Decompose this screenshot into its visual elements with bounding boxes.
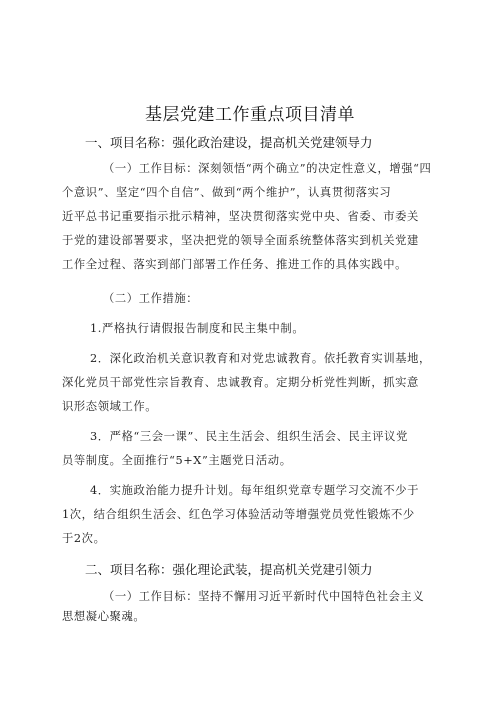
section-2-heading: 二、项目名称：强化理论武装，提高机关党建引领力 xyxy=(85,562,373,577)
paragraph-line: 于党的建设部署要求，坚决把党的领导全面系统整体落实到机关党建 xyxy=(62,234,419,247)
paragraph-line: 个意识”、坚定“四个自信”、做到“两个维护”，认真贯彻落实习 xyxy=(62,186,392,199)
page-title: 基层党建工作重点项目清单 xyxy=(145,105,355,125)
paragraph-line: 4．实施政治能力提升计划。每年组织党章专题学习交流不少于 xyxy=(90,484,420,497)
paragraph-line: （一）工作目标：坚持不懈用习近平新时代中国特色社会主义 xyxy=(103,590,425,603)
paragraph-line: 近平总书记重要指示批示精神，坚决贯彻落实党中央、省委、市委关 xyxy=(62,210,419,223)
paragraph-line: 工作全过程、落实到部门部署工作任务、推进工作的具体实践中。 xyxy=(62,258,408,271)
paragraph-line: 1.严格执行请假报告制度和民主集中制。 xyxy=(90,322,305,335)
paragraph-line: 3．严格“三会一课”、民主生活会、组织生活会、民主评议党 xyxy=(90,430,408,443)
paragraph-line: 1次，结合组织生活会、红色学习体验活动等增强党员党性锻炼不少 xyxy=(62,508,415,521)
paragraph-line: 于2次。 xyxy=(62,532,106,545)
paragraph-line: 2．深化政治机关意识教育和对党忠诚教育。依托教育实训基地， xyxy=(90,352,431,365)
measures-heading: （二）工作措施： xyxy=(103,292,199,305)
section-1-heading: 一、项目名称：强化政治建设，提高机关党建领导力 xyxy=(85,135,373,150)
paragraph-line: 深化党员干部党性宗旨教育、忠诚教育。定期分析党性判断，抓实意 xyxy=(62,376,419,389)
paragraph-line: 员等制度。全面推行“5+X”主题党日活动。 xyxy=(62,454,292,467)
paragraph-line: （一）工作目标：深刻领悟“两个确立”的决定性意义，增强“四 xyxy=(103,162,432,175)
paragraph-line: 识形态领域工作。 xyxy=(62,400,158,413)
paragraph-line: 思想凝心聚魂。 xyxy=(62,610,146,623)
